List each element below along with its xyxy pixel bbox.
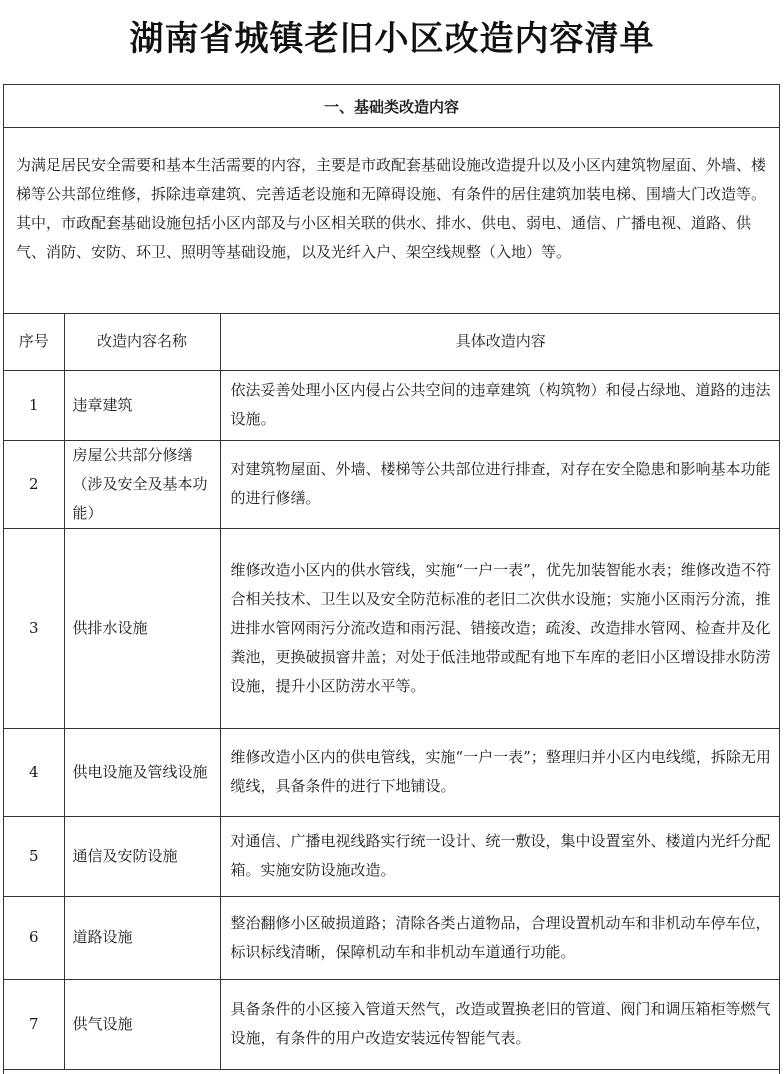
row-name: 通信及安防设施 <box>64 816 220 896</box>
row-desc: 具备条件的小区接入管道天然气，改造或置换老旧的管道、阀门和调压箱柜等燃气设施，有条件的用户改造安装远传智能气表。 <box>220 979 779 1069</box>
renovation-table <box>4 314 779 1070</box>
section-heading: 一、基础类改造内容 <box>4 85 779 128</box>
section-intro: 为满足居民安全需要和基本生活需要的内容，主要是市政配套基础设施改造提升以及小区内建筑物屋面、外墙、楼梯等公共部位维修，拆除违章建筑、完善适老设施和无障碍设施、有条件的居住建筑加装电梯、围墙大门改造等。其中，市政配套基础设施包括小区内部及与小区相关联的供水、排水、供电、弱电、通信、广播电视、道路、供气、消防、安防、环卫、照明等基础设施，以及光纤入户、架空线规整（入地）等。 <box>4 128 779 314</box>
row-desc: 维修改造小区内的供电管线，实施“一户一表”；整理归并小区内电线缆，拆除无用缆线，具备条件的进行下地铺设。 <box>220 728 779 816</box>
row-name: 供电设施及管线设施 <box>64 728 220 816</box>
row-desc: 整治翻修小区破损道路；清除各类占道物品，合理设置机动车和非机动车停车位，标识标线清晰，保障机动车和非机动车道通行功能。 <box>220 896 779 979</box>
row-no: 4 <box>4 728 64 816</box>
table-row <box>4 896 779 979</box>
table-header-row <box>4 314 779 370</box>
row-no: 5 <box>4 816 64 896</box>
table-row <box>4 816 779 896</box>
row-name: 房屋公共部分修缮（涉及安全及基本功能） <box>64 440 220 528</box>
header-name: 改造内容名称 <box>64 314 220 370</box>
row-no: 1 <box>4 370 64 440</box>
table-row <box>4 528 779 728</box>
row-desc: 对通信、广播电视线路实行统一设计、统一敷设，集中设置室外、楼道内光纤分配箱。实施安防设施改造。 <box>220 816 779 896</box>
table-row <box>4 440 779 528</box>
row-no: 2 <box>4 440 64 528</box>
row-desc: 维修改造小区内的供水管线，实施“一户一表”，优先加装智能水表；维修改造不符合相关技术、卫生以及安全防范标准的老旧二次供水设施；实施小区雨污分流，推进排水管网雨污分流改造和雨污混、错接改造；疏浚、改造排水管网、检查井及化粪池，更换破损窨井盖；对处于低洼地带或配有地下车库的老旧小区增设排水防涝设施，提升小区防涝水平等。 <box>220 528 779 728</box>
table-row <box>4 979 779 1069</box>
content-sheet <box>3 84 780 1074</box>
row-desc: 对建筑物屋面、外墙、楼梯等公共部位进行排查，对存在安全隐患和影响基本功能的进行修缮。 <box>220 440 779 528</box>
document-title: 湖南省城镇老旧小区改造内容清单 <box>129 18 655 59</box>
row-name: 道路设施 <box>64 896 220 979</box>
row-no: 6 <box>4 896 64 979</box>
row-no: 3 <box>4 528 64 728</box>
row-name: 供气设施 <box>64 979 220 1069</box>
header-desc: 具体改造内容 <box>220 314 779 370</box>
row-name: 供排水设施 <box>64 528 220 728</box>
table-row <box>4 370 779 440</box>
header-no: 序号 <box>4 314 64 370</box>
row-name: 违章建筑 <box>64 370 220 440</box>
table-row <box>4 728 779 816</box>
row-no: 7 <box>4 979 64 1069</box>
row-desc: 依法妥善处理小区内侵占公共空间的违章建筑（构筑物）和侵占绿地、道路的违法设施。 <box>220 370 779 440</box>
